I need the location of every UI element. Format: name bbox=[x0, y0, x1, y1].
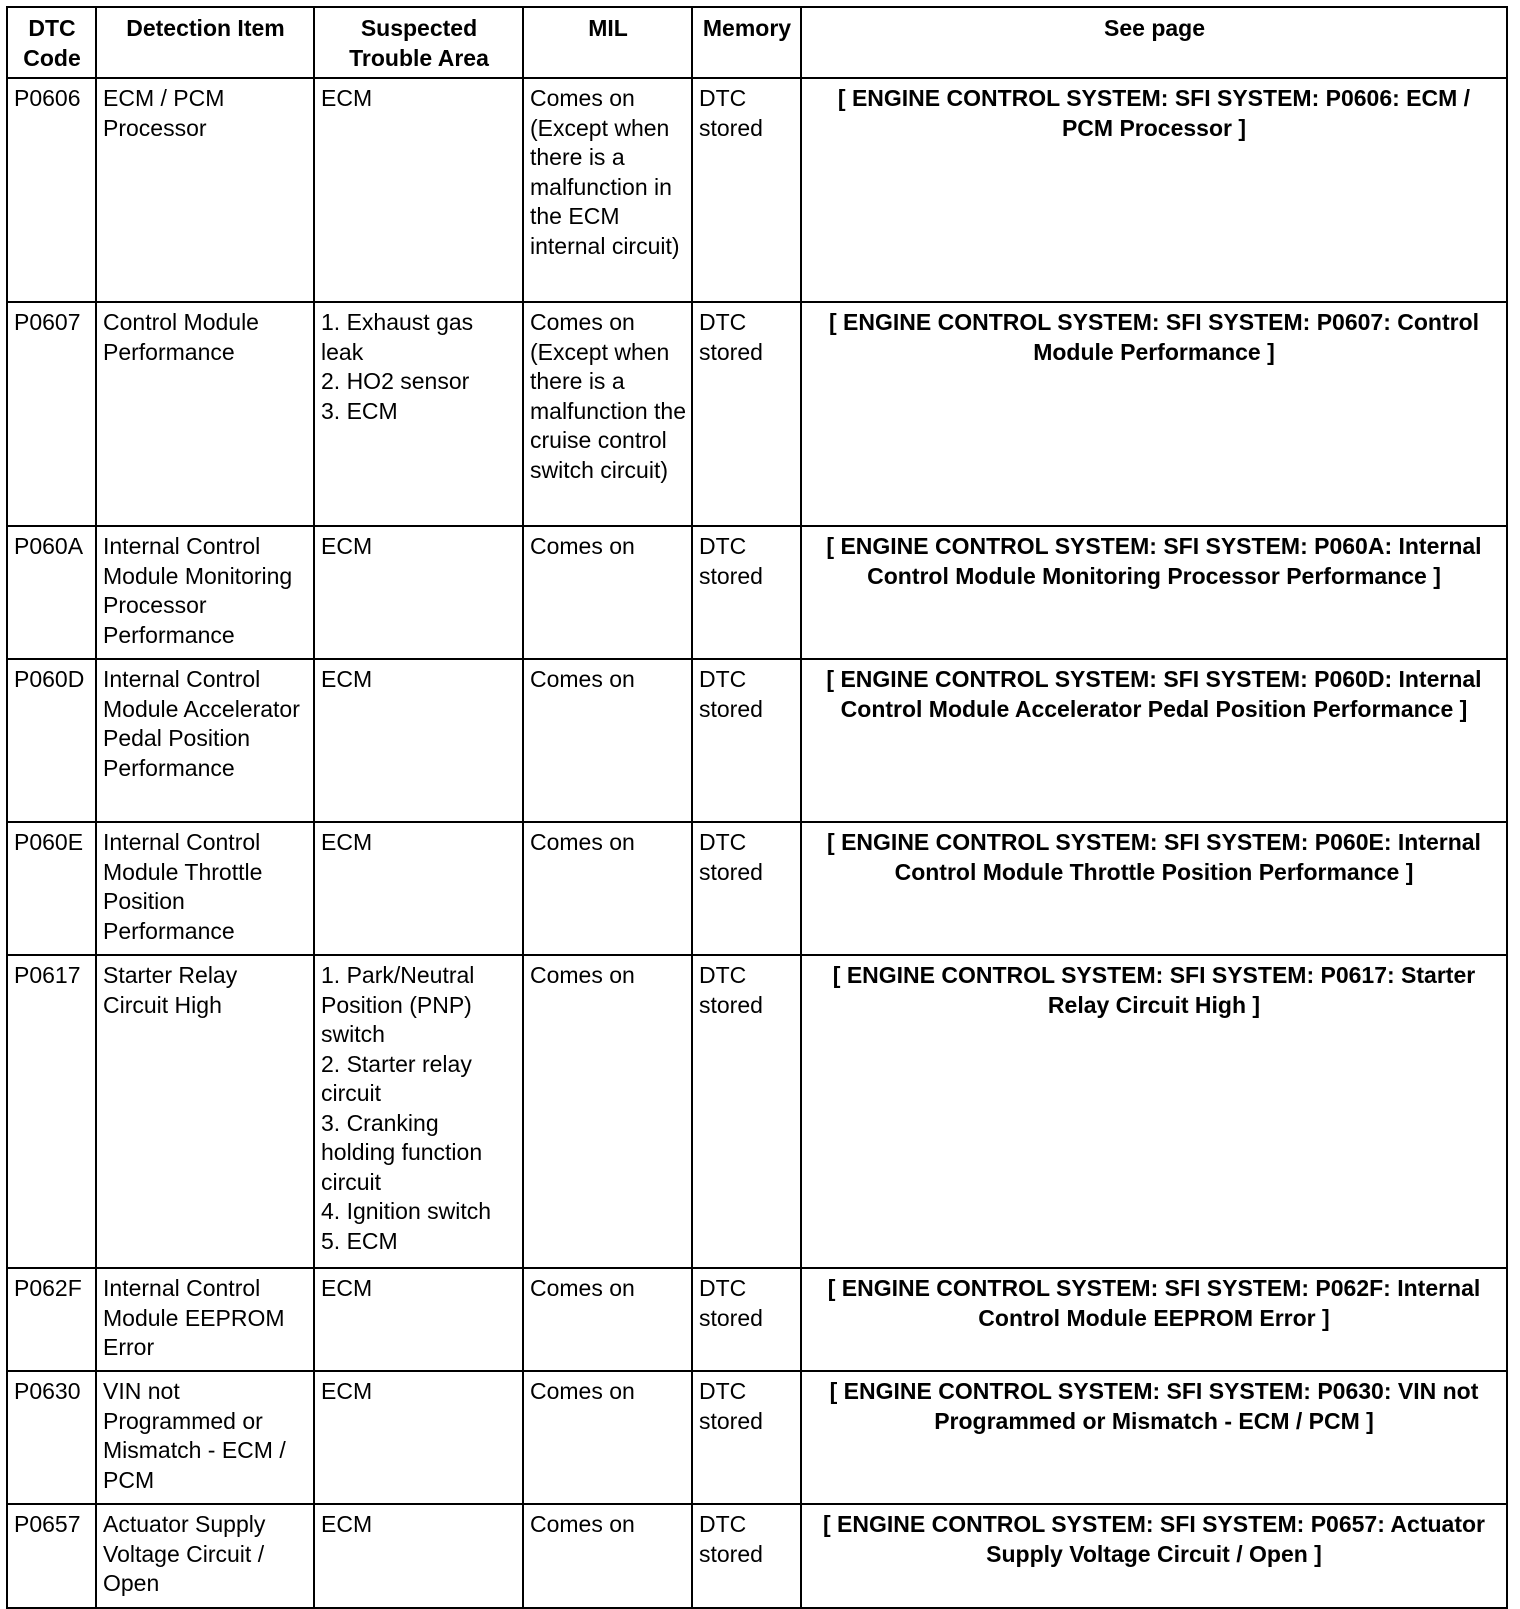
detection-item-cell: VIN not Programmed or Mismatch - ECM / PCM bbox=[96, 1371, 314, 1504]
trouble-area-line: ECM bbox=[321, 666, 373, 692]
dtc-code-cell: P062F bbox=[7, 1268, 96, 1371]
mil-cell: Comes on (Except when there is a malfunction in the ECM internal circuit) bbox=[523, 78, 692, 302]
mil-cell: Comes on bbox=[523, 1268, 692, 1371]
memory-cell: DTC stored bbox=[692, 78, 801, 302]
trouble-area-line: 2. HO2 sensor bbox=[321, 368, 470, 394]
see-page-link[interactable]: [ ENGINE CONTROL SYSTEM: SFI SYSTEM: P062F: Internal Control Module EEPROM Error ] bbox=[801, 1268, 1507, 1371]
mil-cell: Comes on bbox=[523, 955, 692, 1268]
table-row bbox=[7, 78, 1507, 302]
header-dtc-code-line: DTC bbox=[28, 15, 76, 41]
mil-cell: Comes on bbox=[523, 1371, 692, 1504]
trouble-area-cell bbox=[314, 955, 523, 1268]
header-dtc-code-line: Code bbox=[23, 44, 81, 71]
table-row bbox=[7, 526, 1507, 659]
memory-cell: DTC stored bbox=[692, 1268, 801, 1371]
trouble-area-line: 5. ECM bbox=[321, 1227, 398, 1254]
trouble-area-cell bbox=[314, 822, 523, 955]
trouble-area-cell bbox=[314, 1268, 523, 1371]
see-page-link[interactable]: [ ENGINE CONTROL SYSTEM: SFI SYSTEM: P060E: Internal Control Module Throttle Position Performance ] bbox=[801, 822, 1507, 955]
mil-cell: Comes on bbox=[523, 822, 692, 955]
trouble-area-cell bbox=[314, 302, 523, 526]
dtc-code-cell: P060D bbox=[7, 659, 96, 822]
detection-item-cell: Internal Control Module EEPROM Error bbox=[96, 1268, 314, 1371]
table-row bbox=[7, 1371, 1507, 1504]
detection-item-cell: Internal Control Module Monitoring Processor Performance bbox=[96, 526, 314, 659]
dtc-code-cell: P0617 bbox=[7, 955, 96, 1268]
trouble-area-line: ECM bbox=[321, 85, 373, 111]
trouble-area-line: ECM bbox=[321, 1511, 373, 1537]
trouble-area-cell bbox=[314, 659, 523, 822]
detection-item-cell: Internal Control Module Accelerator Pedal Position Performance bbox=[96, 659, 314, 822]
table-row bbox=[7, 822, 1507, 955]
memory-cell: DTC stored bbox=[692, 955, 801, 1268]
header-detection-item: Detection Item bbox=[96, 7, 314, 78]
dtc-code-cell: P0630 bbox=[7, 1371, 96, 1504]
dtc-code-cell: P060A bbox=[7, 526, 96, 659]
dtc-code-cell: P0657 bbox=[7, 1504, 96, 1608]
header-suspected-trouble-area bbox=[314, 7, 523, 78]
dtc-table bbox=[6, 6, 1508, 1609]
mil-cell: Comes on bbox=[523, 1504, 692, 1608]
mil-cell: Comes on (Except when there is a malfunction the cruise control switch circuit) bbox=[523, 302, 692, 526]
see-page-link[interactable]: [ ENGINE CONTROL SYSTEM: SFI SYSTEM: P0657: Actuator Supply Voltage Circuit / Open ] bbox=[801, 1504, 1507, 1608]
trouble-area-cell bbox=[314, 526, 523, 659]
trouble-area-line: 1. Exhaust gas leak bbox=[321, 309, 474, 365]
header-area-line: Suspected bbox=[360, 15, 478, 41]
memory-cell: DTC stored bbox=[692, 822, 801, 955]
table-header-row bbox=[7, 7, 1507, 78]
dtc-code-cell: P060E bbox=[7, 822, 96, 955]
detection-item-cell: Actuator Supply Voltage Circuit / Open bbox=[96, 1504, 314, 1608]
trouble-area-cell bbox=[314, 78, 523, 302]
header-memory: Memory bbox=[692, 7, 801, 78]
trouble-area-cell bbox=[314, 1371, 523, 1504]
trouble-area-line: 1. Park/Neutral Position (PNP) switch bbox=[321, 962, 475, 1047]
mil-cell: Comes on bbox=[523, 659, 692, 822]
table-row bbox=[7, 302, 1507, 526]
header-area-line: Trouble Area bbox=[349, 44, 489, 71]
table-row bbox=[7, 1268, 1507, 1371]
memory-cell: DTC stored bbox=[692, 526, 801, 659]
trouble-area-line: ECM bbox=[321, 1275, 373, 1301]
trouble-area-line: ECM bbox=[321, 1378, 373, 1404]
mil-cell: Comes on bbox=[523, 526, 692, 659]
detection-item-cell: Control Module Performance bbox=[96, 302, 314, 526]
see-page-link[interactable]: [ ENGINE CONTROL SYSTEM: SFI SYSTEM: P0607: Control Module Performance ] bbox=[801, 302, 1507, 526]
memory-cell: DTC stored bbox=[692, 302, 801, 526]
table-row bbox=[7, 659, 1507, 822]
trouble-area-line: 2. Starter relay circuit bbox=[321, 1050, 472, 1106]
table-row bbox=[7, 955, 1507, 1268]
dtc-table-container bbox=[6, 6, 1506, 1609]
trouble-area-line: 4. Ignition switch bbox=[321, 1198, 492, 1224]
dtc-code-cell: P0606 bbox=[7, 78, 96, 302]
header-see-page: See page bbox=[801, 7, 1507, 78]
trouble-area-line: ECM bbox=[321, 829, 373, 855]
memory-cell: DTC stored bbox=[692, 1371, 801, 1504]
trouble-area-line: 3. ECM bbox=[321, 397, 398, 424]
memory-cell: DTC stored bbox=[692, 1504, 801, 1608]
header-mil: MIL bbox=[523, 7, 692, 78]
dtc-code-cell: P0607 bbox=[7, 302, 96, 526]
trouble-area-line: 3. Cranking holding function circuit bbox=[321, 1109, 483, 1195]
detection-item-cell: ECM / PCM Processor bbox=[96, 78, 314, 302]
see-page-link[interactable]: [ ENGINE CONTROL SYSTEM: SFI SYSTEM: P060D: Internal Control Module Accelerator Pedal Position Performance ] bbox=[801, 659, 1507, 822]
see-page-link[interactable]: [ ENGINE CONTROL SYSTEM: SFI SYSTEM: P0630: VIN not Programmed or Mismatch - ECM / PCM ] bbox=[801, 1371, 1507, 1504]
detection-item-cell: Internal Control Module Throttle Position Performance bbox=[96, 822, 314, 955]
trouble-area-line: ECM bbox=[321, 533, 373, 559]
header-dtc-code bbox=[7, 7, 96, 78]
trouble-area-cell bbox=[314, 1504, 523, 1608]
table-row bbox=[7, 1504, 1507, 1608]
see-page-link[interactable]: [ ENGINE CONTROL SYSTEM: SFI SYSTEM: P0606: ECM / PCM Processor ] bbox=[801, 78, 1507, 302]
detection-item-cell: Starter Relay Circuit High bbox=[96, 955, 314, 1268]
see-page-link[interactable]: [ ENGINE CONTROL SYSTEM: SFI SYSTEM: P0617: Starter Relay Circuit High ] bbox=[801, 955, 1507, 1268]
see-page-link[interactable]: [ ENGINE CONTROL SYSTEM: SFI SYSTEM: P060A: Internal Control Module Monitoring Processor Performance ] bbox=[801, 526, 1507, 659]
memory-cell: DTC stored bbox=[692, 659, 801, 822]
